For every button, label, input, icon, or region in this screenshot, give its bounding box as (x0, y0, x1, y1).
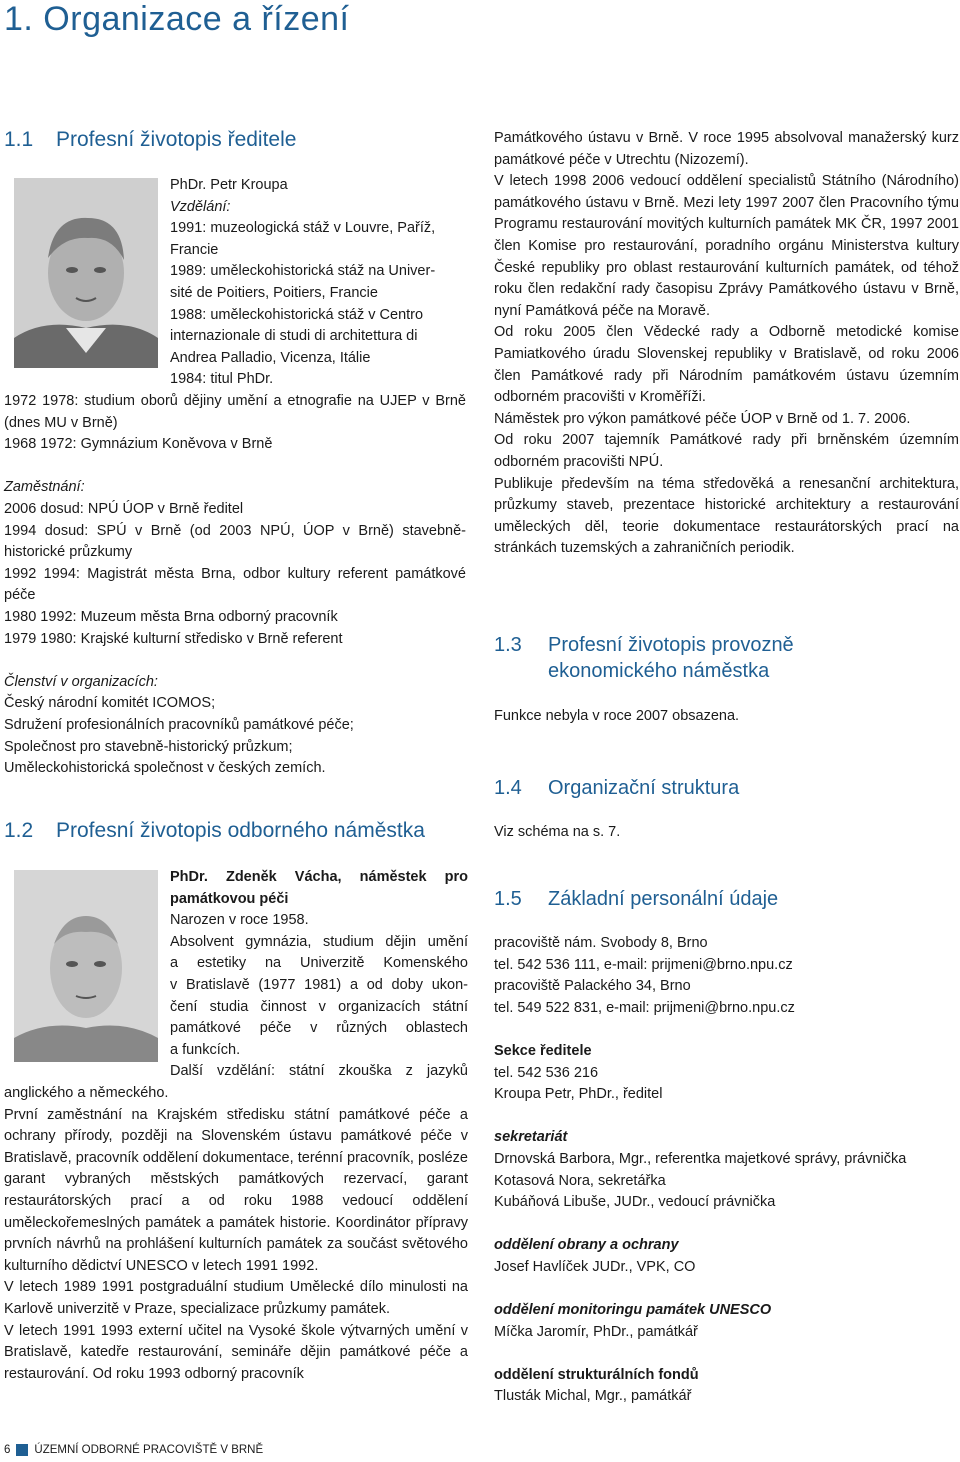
text-line: čení studia činnost v organizacích státní (170, 998, 468, 1015)
personnel-line: Míčka Jaromír, PhDr., památkář (494, 1323, 698, 1340)
text-line: internazionale di studi di architettura di (170, 328, 418, 345)
section-title: Profesní životopis odborného náměstka (56, 819, 425, 842)
work-item: 1992 1994: Magistrát města Brna, odbor kultury referent památkové péče (4, 565, 466, 604)
personnel-line: Kubáňová Libuše, JUDr., vedoucí právnička (494, 1194, 776, 1211)
paragraph: Publikuje především na téma středověká a renesanční architektura, průzkumy staveb, prezentace historické architektury a restaurování uměleckých děl, teorie dokumentace restaurátorských prací na stránkách tuzemských a zahraničních periodik. (494, 475, 959, 557)
sekretariat-heading: sekretariát (494, 1129, 568, 1146)
section-title: Základní personální údaje (548, 888, 779, 910)
education-item: 1968 1972: Gymnázium Koněvova v Brně (4, 436, 273, 453)
education-heading: Vzdělání: (170, 198, 231, 215)
membership-item: Český národní komitét ICOMOS; (4, 695, 216, 712)
paragraph: Od roku 2007 tajemník Památkové rady při brněnském územním odborném pracovišti NPÚ. (494, 432, 959, 470)
section-number: 1.3 (494, 634, 522, 656)
section-1-3-text: Funkce nebyla v roce 2007 obsazena. (494, 708, 740, 724)
personnel-line: Kotasová Nora, sekretářka (494, 1172, 666, 1189)
text-line: Narozen v roce 1958. (170, 912, 309, 929)
text-line: Absolvent gymnázia, studium dějin umění (170, 933, 468, 950)
text-line: 1991: muzeologická stáž v Louvre, Paříž, (170, 220, 436, 237)
work-heading: Zaměstnání: (4, 479, 85, 496)
section-1-1-heading (4, 128, 296, 152)
director-name: PhDr. Petr Kroupa (170, 177, 288, 193)
footer-label: ÚZEMNÍ ODBORNÉ PRACOVIŠTĚ V BRNĚ (34, 1444, 264, 1456)
page-number: 6 (4, 1444, 11, 1456)
deputy-header-text (170, 867, 468, 1083)
membership-item: Společnost pro stavebně-historický průzkum; (4, 738, 293, 755)
paragraph: V letech 1991 1993 externí učitel na Vysoké škole výtvarných umění v Bratislavě, katedře restaurování, semináře dějin památkové péče a restaurování. Od roku 1993 odborný pracovník (4, 1322, 468, 1382)
obrana-heading: oddělení obrany a ochrany (494, 1237, 679, 1254)
address-line: pracoviště nám. Svobody 8, Brno (494, 935, 708, 951)
personnel-list (494, 933, 959, 1408)
work-item: 1994 dosud: SPÚ v Brně (od 2003 NPÚ, ÚOP v Brně) stavebně-historické průzkumy (4, 522, 466, 561)
membership-heading: Členství v organizacích: (4, 673, 158, 690)
director-body (4, 391, 466, 780)
paragraph: anglického a německého. (4, 1085, 169, 1101)
text-line: Francie (170, 241, 219, 258)
paragraph: První zaměstnání na Krajském středisku státní památkové péče a ochrany přírody, později na Slovenském ústavu památkové péče v Bratislavě, pracovník oddělení dokumentace, terénní pracovník, posléze garant vybraných městských památkových rezervací, garant restaurátorských prací a od roku 1988 vedoucí oddělení uměleckořemeslných památek a památek historie. Koordinátor přípravy prvních návrhů na prohlášení kulturních památek za součást světového kulturního dědictví UNESCO v letech 1991 1992. (4, 1106, 468, 1274)
personnel-line: Drnovská Barbora, Mgr., referentka majetkové správy, právnička (494, 1150, 907, 1167)
deputy-role: památkovou péči (170, 890, 289, 907)
director-header-text (170, 175, 470, 391)
text-line: v Bratislavě (1977 1981) a od doby ukon- (170, 976, 468, 993)
text-line: sité de Poitiers, Poitiers, Francie (170, 284, 378, 301)
text-line: Další vzdělání: státní zkouška z jazyků (170, 1063, 468, 1080)
deputy-body-continued (494, 128, 959, 560)
section-1-5-heading (494, 886, 914, 912)
section-1-3-heading (494, 632, 914, 684)
director-photo (14, 178, 158, 368)
work-item: 2006 dosud: NPÚ ÚOP v Brně ředitel (4, 500, 244, 517)
education-item: 1972 1978: studium oborů dějiny umění a etnografie na UJEP v Brně (dnes MU v Brně) (4, 393, 466, 431)
membership-item: Sdružení profesionálních pracovníků památkové péče; (4, 716, 354, 733)
page-footer (4, 1444, 263, 1456)
address-line: tel. 549 522 831, e-mail: prijmeni@brno.npu.cz (494, 999, 795, 1016)
sekce-heading: Sekce ředitele (494, 1042, 592, 1059)
address-line: tel. 542 536 111, e-mail: prijmeni@brno.npu.cz (494, 956, 793, 973)
section-title: Organizační struktura (548, 777, 740, 799)
paragraph: Od roku 2005 člen Vědecké rady a Odborně metodické komise Pamiatkového úradu Slovenskej republiky v Bratislavě, od roku 2006 člen Památkové rady při Národním památkovém ústavu územním odborném pracovišti v Kroměříži. (494, 324, 959, 406)
section-title: ekonomického náměstka (548, 660, 770, 682)
section-1-2-heading (4, 819, 425, 843)
chapter-title: 1. Organizace a řízení (4, 0, 350, 38)
section-1-4-heading (494, 775, 914, 801)
deputy-name: PhDr. Zdeněk Vácha, náměstek pro (170, 869, 468, 885)
personnel-line: Tlusták Michal, Mgr., památkář (494, 1388, 692, 1405)
fondy-heading: oddělení strukturálních fondů (494, 1366, 699, 1383)
text-line: 1988: uměleckohistorická stáž v Centro (170, 306, 424, 323)
text-line: a estetiky na Univerzitě Komenského (170, 955, 468, 972)
section-title: Profesní životopis provozně (548, 634, 794, 656)
section-number: 1.4 (494, 777, 522, 799)
paragraph: Památkového ústavu v Brně. V roce 1995 absolvoval manažerský kurz památkové péče v Utrechtu (Nizozemí). (494, 130, 959, 168)
text-line: Andrea Palladio, Vicenza, Itálie (170, 349, 371, 366)
paragraph: V letech 1989 1991 postgraduální studium Umělecké dílo minulosti na Karlově univerzitě v Praze, specializace průzkumy památek. (4, 1279, 468, 1317)
section-number: 1.5 (494, 888, 522, 910)
section-title: Profesní životopis ředitele (56, 128, 297, 151)
work-item: 1979 1980: Krajské kulturní středisko v Brně referent (4, 630, 343, 647)
deputy-body (4, 1083, 468, 1385)
unesco-heading: oddělení monitoringu památek UNESCO (494, 1302, 772, 1319)
text-line: 1989: uměleckohistorická stáž na Univer- (170, 263, 436, 280)
section-number: 1.1 (4, 128, 34, 151)
paragraph: V letech 1998 2006 vedoucí oddělení specialistů Státního (Národního) památkového ústavu v Brně. Mezi lety 1997 2007 člen Pracovního týmu Programu restaurování movitých kulturních památek MK ČR, 1997 2001 člen Komise pro restaurování, poradního orgánu Ministerstva kultury České republiky pro oblast restaurování kulturních památek, od téhož roku člen redakční rady časopisu Zprávy Památkového ústavu v Brně, nyní Památková péče na Moravě. (494, 173, 959, 319)
paragraph: Náměstek pro výkon památkové péče ÚOP v Brně od 1. 7. 2006. (494, 410, 911, 427)
personnel-line: Kroupa Petr, PhDr., ředitel (494, 1086, 663, 1103)
work-item: 1980 1992: Muzeum města Brna odborný pracovník (4, 608, 338, 625)
portrait-image (14, 178, 158, 368)
section-number: 1.2 (4, 819, 34, 842)
membership-item: Uměleckohistorická společnost v českých zemích. (4, 760, 326, 777)
portrait-image (14, 870, 158, 1062)
address-line: pracoviště Palackého 34, Brno (494, 978, 691, 995)
personnel-line: tel. 542 536 216 (494, 1064, 599, 1081)
text-line: 1984: titul PhDr. (170, 371, 274, 388)
square-bullet-icon (16, 1444, 28, 1456)
personnel-line: Josef Havlíček JUDr., VPK, CO (494, 1258, 696, 1275)
section-1-4-text: Viz schéma na s. 7. (494, 824, 621, 840)
text-line: a funkcích. (170, 1041, 241, 1058)
text-line: památkové péče v různých oblastech (170, 1020, 468, 1037)
deputy-photo (14, 870, 158, 1062)
